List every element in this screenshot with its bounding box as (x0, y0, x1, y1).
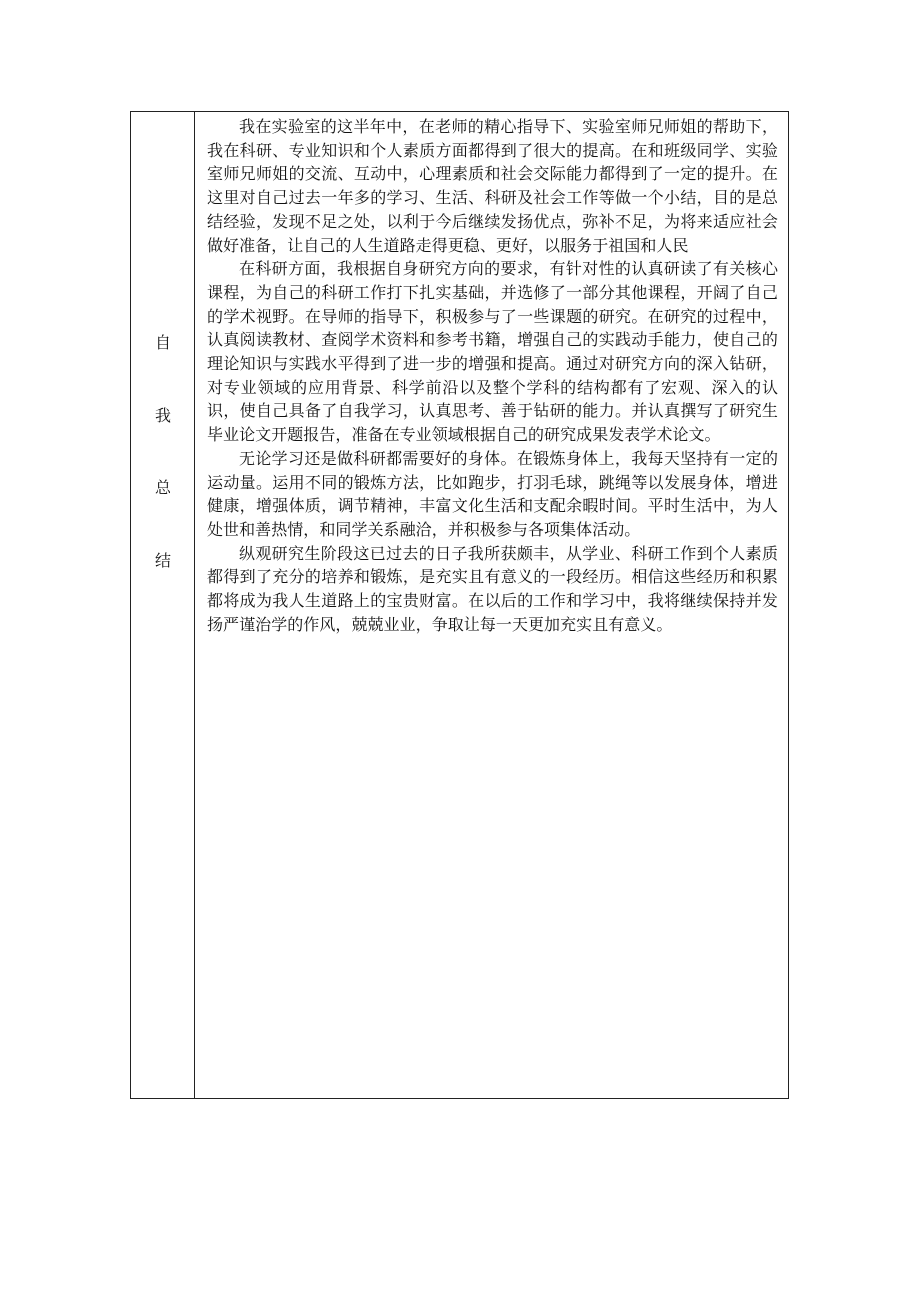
paragraph-conclusion: 纵观研究生阶段这已过去的日子我所获颇丰，从学业、科研工作到个人素质都得到了充分的培养和锻炼，是充实且有意义的一段经历。相信这些经历和积累都将成为我人生道路上的宝贵财富。在以后的工作和学习中，我将继续保持并发扬严谨治学的作风，兢兢业业，争取让每一天更加充实且有意义。 (207, 543, 778, 634)
label-char-zong: 总 (154, 478, 171, 497)
paragraph-health: 无论学习还是做科研都需要好的身体。在锻炼身体上，我每天坚持有一定的运动量。运用不同的锻炼方法，比如跑步，打羽毛球，跳绳等以发展身体，增进健康，增强体质，调节精神，丰富文化生活和支配余暇时间。平时生活中，为人处世和善热情，和同学关系融洽，并积极参与各项集体活动。 (207, 448, 778, 539)
paragraph-intro: 我在实验室的这半年中，在老师的精心指导下、实验室师兄师姐的帮助下，我在科研、专业知识和个人素质方面都得到了很大的提高。在和班级同学、实验室师兄师姐的交流、互动中，心理素质和社会交际能力都得到了一定的提升。在这里对自己过去一年多的学习、生活、科研及社会工作等做一个小结，目的是总结经验，发现不足之处，以利于今后继续发扬优点，弥补不足，为将来适应社会做好准备，让自己的人生道路走得更稳、更好，以服务于祖国和人民 (207, 117, 778, 255)
self-summary-table (130, 111, 789, 1099)
label-cell (131, 112, 195, 1098)
summary-content-cell (196, 112, 788, 1098)
paragraph-research: 在科研方面，我根据自身研究方向的要求，有针对性的认真研读了有关核心课程，为自己的科研工作打下扎实基础，并选修了一部分其他课程，开阔了自己的学术视野。在导师的指导下，积极参与了一些课题的研究。在研究的过程中，认真阅读教材、查阅学术资料和参考书籍，增强自己的实践动手能力，使自己的理论知识与实践水平得到了进一步的增强和提高。通过对研究方向的深入钻研，对专业领域的应用背景、科学前沿以及整个学科的结构都有了宏观、深入的认识，使自己具备了自我学习，认真思考、善于钻研的能力。并认真撰写了研究生毕业论文开题报告，准备在专业领域根据自己的研究成果发表学术论文。 (207, 259, 778, 445)
label-char-wo: 我 (154, 406, 171, 425)
label-char-zi: 自 (154, 333, 171, 352)
label-char-jie: 结 (154, 551, 171, 570)
